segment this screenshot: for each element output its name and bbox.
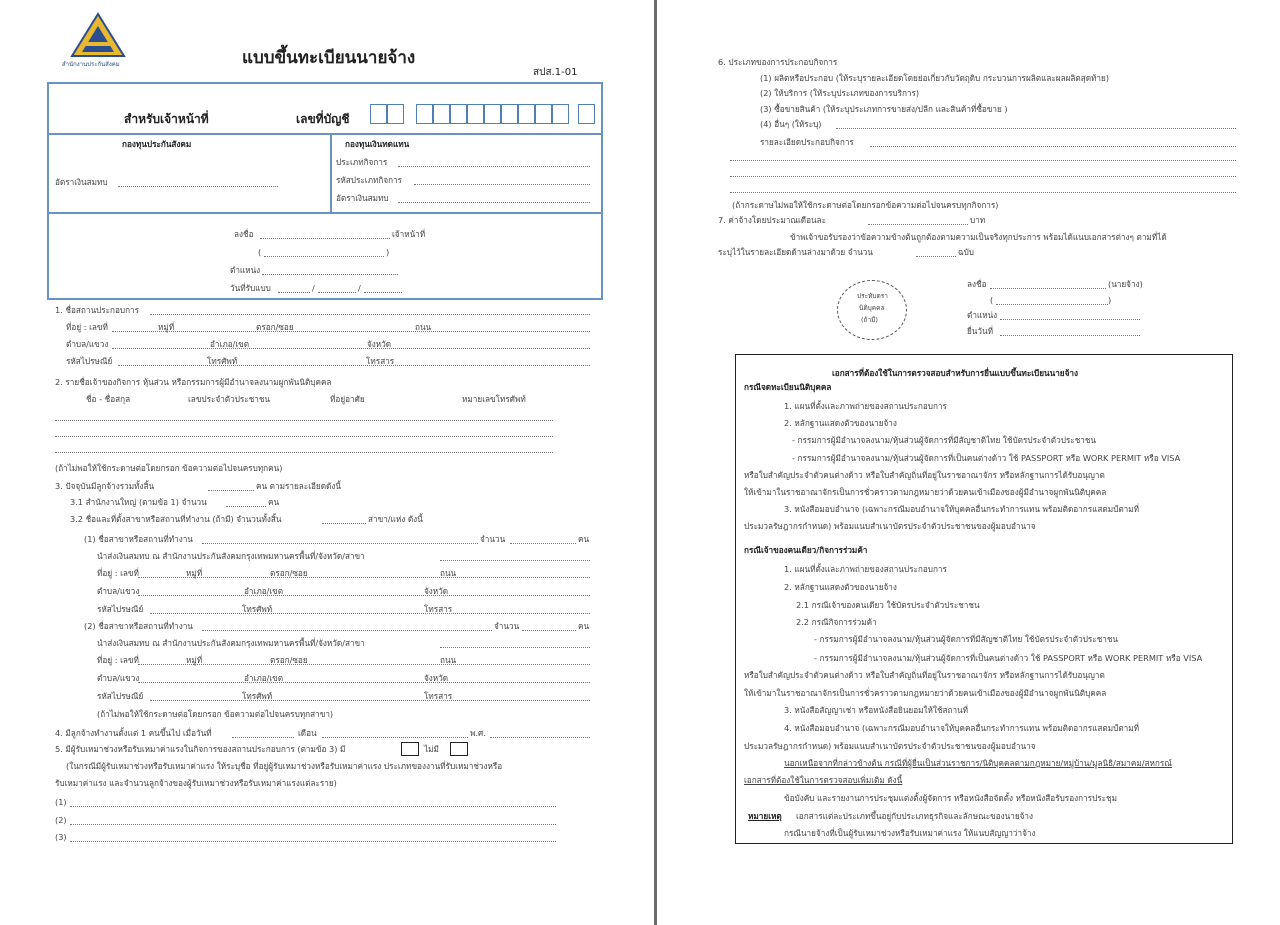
branch-1-count-field[interactable] bbox=[510, 543, 576, 544]
individual-doc-4b: ประมวลรัษฎากรกำหนด) พร้อมแนบสำเนาบัตรประจำตัวประชาชนของผู้มอบอำนาจ bbox=[744, 741, 1036, 751]
juristic-doc-2b: - กรรมการผู้มีอำนาจลงนาม/หุ้นส่วนผู้จัดการที่เป็นคนต่างด้าว ใช้ PASSPORT หรือ WORK PERMIT หรือ VISA bbox=[792, 453, 1181, 463]
account-digit-box[interactable] bbox=[467, 104, 484, 124]
month-label: เดือน bbox=[298, 728, 317, 738]
section-5-label: 5. มีผู้รับเหมาช่วงหรือรับเหมาค่าแรงในกิจการของสถานประกอบการ (ตามข้อ 3) มี bbox=[55, 744, 346, 754]
section-3-suffix: คน ตามรายละเอียดดังนี้ bbox=[256, 481, 341, 491]
paren-open: ( bbox=[258, 247, 262, 257]
moo-label: หมู่ที่ bbox=[186, 568, 203, 578]
note-line-2: กรณีนายจ้างที่เป็นผู้รับเหมาช่วงหรือรับเหมาค่าแรง ให้แนบสัญญาว่าจ้าง bbox=[784, 828, 1036, 838]
individual-heading: กรณีเจ้าของคนเดียว/กิจการร่วมค้า bbox=[744, 545, 868, 555]
no-label: ไม่มี bbox=[424, 744, 439, 754]
business-type-field[interactable] bbox=[398, 166, 590, 167]
address-line-2[interactable] bbox=[112, 348, 590, 349]
amount-label: จำนวน bbox=[480, 534, 506, 544]
account-digit-box[interactable] bbox=[501, 104, 518, 124]
rate-ssf-label: อัตราเงินสมทบ bbox=[55, 177, 108, 187]
account-digit-box[interactable] bbox=[578, 104, 595, 124]
branch-2-count-field[interactable] bbox=[522, 630, 576, 631]
filed-date-label: ยื่นวันที่ bbox=[967, 326, 993, 336]
branch-1-address-1[interactable] bbox=[138, 577, 590, 578]
form-code: สปส.1-01 bbox=[533, 67, 578, 78]
col-address: ที่อยู่อาศัย bbox=[330, 394, 365, 404]
pay-at-label: นำส่งเงินสมทบ ณ สำนักงานประกันสังคมกรุงเทพมหานครพื้นที่/จังหวัด/สาขา bbox=[97, 638, 365, 648]
juristic-doc-2d: ให้เข้ามาในราชอาณาจักรเป็นการชั่วคราวตามกฎหมายว่าด้วยคนเข้าเมืองของผู้มีอำนาจผูกพันนิติบุคคล bbox=[744, 487, 1107, 497]
owner-row-3[interactable] bbox=[55, 452, 553, 453]
start-day-field[interactable] bbox=[232, 737, 294, 738]
filed-date-field[interactable] bbox=[1000, 335, 1140, 336]
col-phone: หมายเลขโทรศัพท์ bbox=[462, 394, 526, 404]
paren-close: ) bbox=[1108, 295, 1112, 305]
officer-label: เจ้าหน้าที่ bbox=[392, 229, 426, 239]
individual-doc-2: 2. หลักฐานแสดงตัวของนายจ้าง bbox=[784, 582, 897, 592]
juristic-doc-3b: ประมวลรัษฎากรกำหนด) พร้อมแนบสำเนาบัตรประจำตัวประชาชนของผู้มอบอำนาจ bbox=[744, 521, 1036, 531]
postal-label: รหัสไปรษณีย์ bbox=[66, 356, 113, 366]
fax-label: โทรสาร bbox=[424, 604, 453, 614]
employee-total-field[interactable] bbox=[208, 490, 254, 491]
section-2-label: 2. รายชื่อเจ้าของกิจการ หุ้นส่วน หรือกรรมการผู้มีอำนาจลงนามผูกพันนิติบุคคล bbox=[55, 377, 332, 387]
rate-wcf-field[interactable] bbox=[398, 202, 590, 203]
employer-position-field[interactable] bbox=[1000, 319, 1140, 320]
section-6-label: 6. ประเภทของการประกอบกิจการ bbox=[718, 57, 838, 67]
section-7-label: 7. ค่าจ้างโดยประมาณเดือนละ bbox=[718, 215, 827, 225]
branch-2-name-field[interactable] bbox=[202, 630, 492, 631]
extra-docs-line-1: นอกเหนือจากที่กล่าวข้างต้น กรณีที่ผู้ยื่นเป็นส่วนราชการ/นิติบุคคลตามกฎหมาย/หมู่บ้าน/มูลนิธิ/สมาคม/สหกรณ์ bbox=[784, 758, 1172, 768]
individual-doc-22b: - กรรมการผู้มีอำนาจลงนาม/หุ้นส่วนผู้จัดการที่เป็นคนต่างด้าว ใช้ PASSPORT หรือ WORK PERMIT หรือ VISA bbox=[814, 653, 1203, 663]
no-subcontractor-checkbox[interactable] bbox=[450, 742, 468, 756]
business-detail-line[interactable] bbox=[730, 176, 1236, 177]
branch-2-address-3[interactable] bbox=[150, 700, 590, 701]
date-month-field[interactable] bbox=[318, 292, 356, 293]
officer-name-field[interactable] bbox=[264, 256, 384, 257]
note-line-1: เอกสารแต่ละประเภทขึ้นอยู่กับประเภทธุรกิจและลักษณะของนายจ้าง bbox=[796, 811, 1034, 821]
juristic-doc-1: 1. แผนที่ตั้งและภาพถ่ายของสถานประกอบการ bbox=[784, 401, 947, 411]
paren-open: ( bbox=[990, 295, 994, 305]
road-label: ถนน bbox=[440, 568, 457, 578]
account-digit-box[interactable] bbox=[433, 104, 450, 124]
business-detail-line[interactable] bbox=[730, 192, 1236, 193]
business-code-field[interactable] bbox=[414, 184, 590, 185]
amphoe-label: อำเภอ/เขต bbox=[244, 586, 284, 596]
date-year-field[interactable] bbox=[364, 292, 402, 293]
business-code-label: รหัสประเภทกิจการ bbox=[336, 175, 403, 185]
individual-doc-3: 3. หนังสือสัญญาเช่า หรือหนังสือยินยอมให้ใช้สถานที่ bbox=[784, 705, 969, 715]
form-title: แบบขึ้นทะเบียนนายจ้าง bbox=[242, 48, 416, 68]
pay-at-label: นำส่งเงินสมทบ ณ สำนักงานประกันสังคมกรุงเทพมหานครพื้นที่/จังหวัด/สาขา bbox=[97, 551, 365, 561]
attachment-count-field[interactable] bbox=[916, 256, 956, 257]
employer-label: (นายจ้าง) bbox=[1108, 279, 1143, 289]
officer-sign-field[interactable] bbox=[260, 238, 390, 239]
individual-doc-22a: - กรรมการผู้มีอำนาจลงนาม/หุ้นส่วนผู้จัดการที่มีสัญชาติไทย ใช้บัตรประจำตัวประชาชน bbox=[814, 634, 1118, 644]
fax-label: โทรสาร bbox=[366, 356, 395, 366]
rate-ssf-field[interactable] bbox=[118, 186, 278, 187]
soi-label: ตรอก/ซอย bbox=[256, 322, 294, 332]
business-option-2: (2) ให้บริการ (ให้ระบุประเภทของการบริการ) bbox=[760, 88, 920, 98]
seal-text: นิติบุคคล bbox=[859, 304, 885, 312]
org-name: สำนักงานประกันสังคม bbox=[62, 61, 120, 68]
business-detail-field[interactable] bbox=[870, 146, 1236, 147]
branch-2-address-1[interactable] bbox=[138, 664, 590, 665]
individual-doc-21: 2.1 กรณีเจ้าของคนเดียว ใช้บัตรประจำตัวประชาชน bbox=[796, 600, 980, 610]
account-digit-box[interactable] bbox=[518, 104, 535, 124]
date-received-label: วันที่รับแบบ bbox=[230, 283, 271, 293]
employer-name-field[interactable] bbox=[996, 304, 1108, 305]
road-label: ถนน bbox=[415, 322, 432, 332]
section-32-suffix: สาขา/แห่ง ดังนี้ bbox=[368, 514, 423, 524]
account-digit-box[interactable] bbox=[450, 104, 467, 124]
amphoe-label: อำเภอ/เขต bbox=[210, 339, 250, 349]
account-digit-box[interactable] bbox=[535, 104, 552, 124]
branch-1-office-field[interactable] bbox=[440, 560, 590, 561]
section-32-label: 3.2 ชื่อและที่ตั้งสาขาหรือสถานที่ทำงาน (ถ้ามี) จำนวนทั้งสิ้น bbox=[70, 514, 282, 524]
soi-label: ตรอก/ซอย bbox=[270, 655, 308, 665]
section-2-note: (ถ้าไม่พอให้ใช้กระดาษต่อโดยกรอก ข้อความต่อไปจนครบทุกคน) bbox=[55, 463, 283, 473]
paren-close: ) bbox=[386, 247, 390, 257]
wcf-heading: กองทุนเงินทดแทน bbox=[345, 139, 410, 149]
address-line-1[interactable] bbox=[112, 331, 590, 332]
juristic-doc-2: 2. หลักฐานแสดงตัวของนายจ้าง bbox=[784, 418, 897, 428]
for-officer-label: สำหรับเจ้าหน้าที่ bbox=[124, 112, 209, 126]
start-month-field[interactable] bbox=[322, 737, 468, 738]
business-option-4: (4) อื่นๆ (ให้ระบุ) bbox=[760, 119, 822, 129]
branch-1-address-3[interactable] bbox=[150, 613, 590, 614]
section-5-note-1: (ในกรณีมีผู้รับเหมาช่วงหรือรับเหมาค่าแรง ให้ระบุชื่อ ที่อยู่ผู้รับเหมาช่วงหรือรับเหมาค่าแรง ประเภทของงานที่รับเหมาช่วงหรือ bbox=[66, 761, 503, 771]
addr-no-label: ที่อยู่ : เลขที่ bbox=[97, 655, 139, 665]
section-3-label: 3. ปัจจุบันมีลูกจ้างรวมทั้งสิ้น bbox=[55, 481, 155, 491]
moo-label: หมู่ที่ bbox=[186, 655, 203, 665]
phone-label: โทรศัพท์ bbox=[242, 604, 273, 614]
branch-1-address-2[interactable] bbox=[138, 595, 590, 596]
branch-note: (ถ้าไม่พอให้ใช้กระดาษต่อโดยกรอก ข้อความต่อไปจนครบทุกสาขา) bbox=[97, 709, 334, 719]
section-5-note-2: รับเหมาค่าแรง และจำนวนลูกจ้างของผู้รับเหมาช่วงหรือรับเหมาค่าแรงแต่ละราย) bbox=[55, 778, 337, 788]
account-no-label: เลขที่บัญชี bbox=[296, 112, 350, 126]
has-subcontractor-checkbox[interactable] bbox=[401, 742, 419, 756]
account-digit-box[interactable] bbox=[387, 104, 404, 124]
soi-label: ตรอก/ซอย bbox=[270, 568, 308, 578]
section-1-label: 1. ชื่อสถานประกอบการ bbox=[55, 305, 140, 315]
sub-2-label: (2) bbox=[55, 815, 67, 825]
col-id: เลขประจำตัวประชาชน bbox=[188, 394, 271, 404]
branch-1-name-field[interactable] bbox=[202, 543, 478, 544]
people-label: คน bbox=[578, 534, 590, 544]
fax-label: โทรสาร bbox=[424, 691, 453, 701]
business-option-1: (1) ผลิตหรือประกอบ (ให้ระบุรายละเอียดโดยย่อเกี่ยวกับวัตถุดิบ กระบวนการผลิตและผลผลิตสุดท้าย) bbox=[760, 73, 1110, 83]
account-digit-box[interactable] bbox=[484, 104, 501, 124]
section-31-label: 3.1 สำนักงานใหญ่ (ตามข้อ 1) จำนวน bbox=[70, 497, 207, 507]
individual-doc-22d: ให้เข้ามาในราชอาณาจักรเป็นการชั่วคราวตามกฎหมายว่าด้วยคนเข้าเมืองของผู้มีอำนาจผูกพันนิติบุคคล bbox=[744, 688, 1107, 698]
people-label: คน bbox=[578, 621, 590, 631]
branch-count-field[interactable] bbox=[322, 523, 366, 524]
page-divider bbox=[654, 0, 657, 925]
postal-label: รหัสไปรษณีย์ bbox=[97, 604, 144, 614]
sub-1-label: (1) bbox=[55, 797, 67, 807]
individual-doc-22c: หรือใบสำคัญประจำตัวคนต่างด้าว หรือใบสำคัญถิ่นที่อยู่ในราชอาณาจักร หรือหลักฐานการได้รับอนุญาต bbox=[744, 670, 1105, 680]
road-label: ถนน bbox=[440, 655, 457, 665]
owner-row-2[interactable] bbox=[55, 436, 553, 437]
seal-text: (ถ้ามี) bbox=[861, 316, 878, 324]
employer-sign-label: ลงชื่อ bbox=[967, 279, 987, 289]
addr-no-label: ที่อยู่ : เลขที่ bbox=[66, 322, 108, 332]
establishment-name-field[interactable] bbox=[150, 314, 590, 315]
note-label: หมายเหตุ bbox=[748, 811, 782, 821]
wage-field[interactable] bbox=[868, 224, 968, 225]
year-label: พ.ศ. bbox=[470, 728, 486, 738]
officer-position-field[interactable] bbox=[262, 274, 398, 275]
province-label: จังหวัด bbox=[424, 586, 449, 596]
col-name: ชื่อ - ชื่อสกุล bbox=[86, 394, 131, 404]
juristic-doc-2c: หรือใบสำคัญประจำตัวคนต่างด้าว หรือใบสำคัญถิ่นที่อยู่ในราชอาณาจักร หรือหลักฐานการได้รับอนุญาต bbox=[744, 470, 1105, 480]
rate-wcf-label: อัตราเงินสมทบ bbox=[336, 193, 389, 203]
juristic-heading: กรณีจดทะเบียนนิติบุคคล bbox=[744, 382, 832, 392]
sub-3-field[interactable] bbox=[70, 841, 556, 842]
documents-title: เอกสารที่ต้องใช้ในการตรวจสอบสำหรับการยื่นแบบขึ้นทะเบียนนายจ้าง bbox=[832, 368, 1078, 378]
tambon-label: ตำบล/แขวง bbox=[97, 586, 140, 596]
sub-3-label: (3) bbox=[55, 832, 67, 842]
employer-position-label: ตำแหน่ง bbox=[967, 310, 998, 320]
branch-2-address-2[interactable] bbox=[138, 682, 590, 683]
other-business-field[interactable] bbox=[836, 128, 1236, 129]
extra-docs-line-3: ข้อบังคับ และรายงานการประชุมแต่งตั้งผู้จัดการ หรือหนังสือจัดตั้ง หรือหนังสือรับรองการประชุม bbox=[784, 793, 1118, 803]
start-year-field[interactable] bbox=[490, 737, 590, 738]
moo-label: หมู่ที่ bbox=[158, 322, 175, 332]
addr-no-label: ที่อยู่ : เลขที่ bbox=[97, 568, 139, 578]
branch-1-label: (1) ชื่อสาขาหรือสถานที่ทำงาน bbox=[84, 534, 193, 544]
phone-label: โทรศัพท์ bbox=[207, 356, 238, 366]
business-type-label: ประเภทกิจการ bbox=[336, 157, 388, 167]
hq-count-field[interactable] bbox=[226, 506, 266, 507]
sub-1-field[interactable] bbox=[70, 806, 556, 807]
sub-2-field[interactable] bbox=[70, 824, 556, 825]
individual-doc-1: 1. แผนที่ตั้งและภาพถ่ายของสถานประกอบการ bbox=[784, 564, 947, 574]
account-digit-box[interactable] bbox=[370, 104, 387, 124]
amount-label: จำนวน bbox=[494, 621, 520, 631]
section-31-suffix: คน bbox=[268, 497, 280, 507]
province-label: จังหวัด bbox=[367, 339, 392, 349]
tambon-label: ตำบล/แขวง bbox=[66, 339, 109, 349]
province-label: จังหวัด bbox=[424, 673, 449, 683]
owner-row-1[interactable] bbox=[55, 420, 553, 421]
officer-sign-label: ลงชื่อ bbox=[234, 229, 254, 239]
seal-text: ประทับตรา bbox=[857, 292, 888, 300]
employer-sign-field[interactable] bbox=[990, 288, 1106, 289]
officer-position-label: ตำแหน่ง bbox=[230, 265, 261, 275]
business-option-3: (3) ซื้อขายสินค้า (ให้ระบุประเภทการขายส่ง/ปลีก และสินค้าที่ซื้อขาย ) bbox=[760, 104, 1008, 114]
postal-label: รหัสไปรษณีย์ bbox=[97, 691, 144, 701]
branch-2-office-field[interactable] bbox=[440, 647, 590, 648]
business-detail-label: รายละเอียดประกอบกิจการ bbox=[760, 137, 854, 147]
extra-docs-line-2: เอกสารที่ต้องใช้ในการตรวจสอบเพิ่มเติม ดังนี้ bbox=[744, 775, 903, 785]
juristic-doc-2a: - กรรมการผู้มีอำนาจลงนาม/หุ้นส่วนผู้จัดการที่มีสัญชาติไทย ใช้บัตรประจำตัวประชาชน bbox=[792, 435, 1096, 445]
tambon-label: ตำบล/แขวง bbox=[97, 673, 140, 683]
date-day-field[interactable] bbox=[278, 292, 310, 293]
certify-line-1: ข้าพเจ้าขอรับรองว่าข้อความข้างต้นถูกต้องตามความเป็นจริงทุกประการ พร้อมได้แนบเอกสารต่างๆ ตามที่ได้ bbox=[790, 232, 1167, 242]
juristic-doc-3: 3. หนังสือมอบอำนาจ (เฉพาะกรณีมอบอำนาจให้บุคคลอื่นกระทำการแทน พร้อมติดอากรแสตมป์ตามที่ bbox=[784, 504, 1140, 514]
branch-2-label: (2) ชื่อสาขาหรือสถานที่ทำงาน bbox=[84, 621, 193, 631]
account-digit-box[interactable] bbox=[552, 104, 569, 124]
sheets-label: ฉบับ bbox=[958, 247, 974, 257]
amphoe-label: อำเภอ/เขต bbox=[244, 673, 284, 683]
account-digit-box[interactable] bbox=[416, 104, 433, 124]
address-line-3[interactable] bbox=[118, 365, 590, 366]
baht-label: บาท bbox=[970, 215, 986, 225]
individual-doc-22: 2.2 กรณีกิจการร่วมค้า bbox=[796, 617, 877, 627]
phone-label: โทรศัพท์ bbox=[242, 691, 273, 701]
slash: / bbox=[312, 283, 315, 293]
section-4-label: 4. มีลูกจ้างทำงานตั้งแต่ 1 คนขึ้นไป เมื่อวันที่ bbox=[55, 728, 212, 738]
certify-line-2: ระบุไว้ในรายละเอียดด้านล่างมาด้วย จำนวน bbox=[718, 247, 873, 257]
individual-doc-4: 4. หนังสือมอบอำนาจ (เฉพาะกรณีมอบอำนาจให้บุคคลอื่นกระทำการแทน พร้อมติดอากรแสตมป์ตามที่ bbox=[784, 723, 1140, 733]
section-6-note: (ถ้ากระดาษไม่พอให้ใช้กระดาษต่อโดยกรอกข้อความต่อไปจนครบทุกกิจการ) bbox=[732, 200, 999, 210]
business-detail-line[interactable] bbox=[730, 160, 1236, 161]
ssf-heading: กองทุนประกันสังคม bbox=[122, 139, 192, 149]
slash: / bbox=[358, 283, 361, 293]
